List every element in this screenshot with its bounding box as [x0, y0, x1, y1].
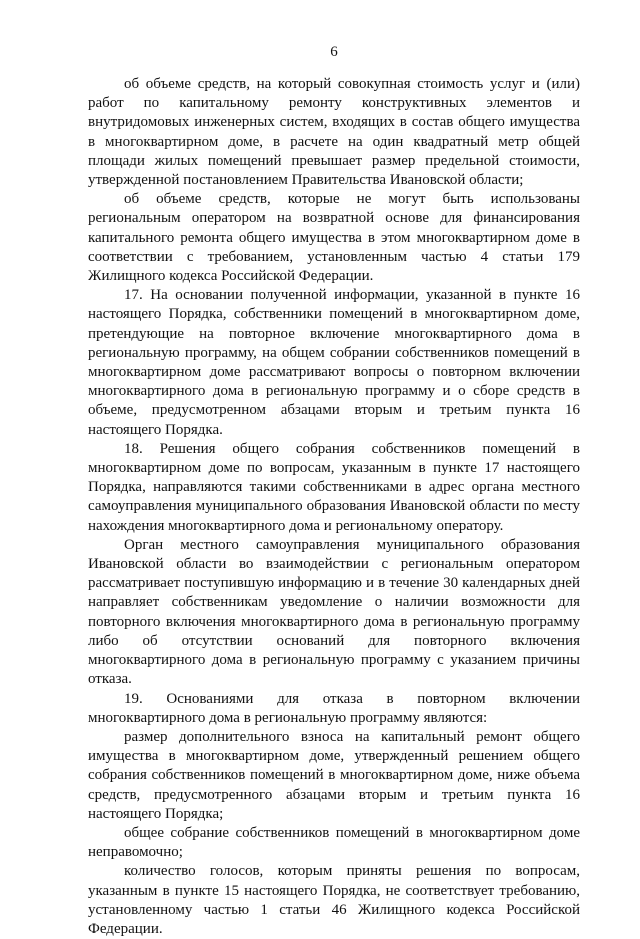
paragraph-4: 18. Решения общего собрания собственников помещений в многоквартирном доме по вопросам, указанным в пункте 17 настоящего Порядка, направляются такими собственниками в адрес органа местного самоуправления муниципального образования Ивановской области по месту нахождения многоквартирного дома и региональному оператору.	[88, 440, 580, 534]
paragraph-1: об объеме средств, на который совокупная стоимость услуг и (или) работ по капитальному ремонту конструктивных элементов и внутридомовых инженерных систем, входящих в состав общего имущества в многоквартирном доме, в расчете на один квадратный метр общей площади жилых помещений превышает размер предельной стоимости, утвержденной постановлением Правительства Ивановской области;	[88, 76, 580, 189]
paragraph-9: количество голосов, которым приняты решения по вопросам, указанным в пункте 15 настоящего Порядка, не соответствует требованию, установленному частью 1 статьи 46 Жилищного кодекса Российской Федерации.	[88, 863, 580, 937]
paragraph-3: 17. На основании полученной информации, указанной в пункте 16 настоящего Порядка, собственники помещений в многоквартирном доме, претендующие на повторное включение многоквартирного дома в региональную программу, на общем собрании собственников помещений в многоквартирном доме рассматривают вопросы о повторном включении многоквартирного дома в региональную программу и о сборе средств в объеме, предусмотренном абзацами вторым и третьим пункта 16 настоящего Порядка.	[88, 287, 580, 438]
page-number: 6	[330, 44, 338, 60]
paragraph-2: об объеме средств, которые не могут быть использованы региональным оператором на возвратной основе для финансирования капитального ремонта общего имущества в этом многоквартирном доме в соответствии с требованием, установленным частью 4 статьи 179 Жилищного кодекса Российской Федерации.	[88, 191, 580, 285]
paragraph-8: общее собрание собственников помещений в многоквартирном доме неправомочно;	[88, 824, 580, 861]
paragraph-5: Орган местного самоуправления муниципального образования Ивановской области во взаимодействии с региональным оператором рассматривает поступившую информацию и в течение 30 календарных дней направляет собственникам уведомление о наличии возможности для повторного включения многоквартирного дома в региональную программу либо об отсутствии оснований для повторного включения многоквартирного дома в региональную программу с указанием причины отказа.	[88, 536, 580, 688]
paragraph-6: 19. Основаниями для отказа в повторном включении многоквартирного дома в региональную программу являются:	[88, 690, 580, 726]
paragraph-7: размер дополнительного взноса на капитальный ремонт общего имущества в многоквартирном доме, утвержденный решением общего собрания собственников помещений в многоквартирном доме, ниже объема средств, предусмотренного абзацами вторым и третьим пункта 16 настоящего Порядка;	[88, 728, 580, 822]
